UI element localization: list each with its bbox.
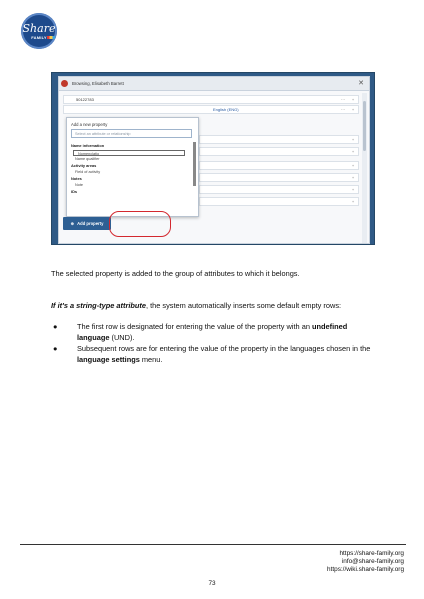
row-stub [199,173,359,182]
more-icon[interactable]: ··· [341,97,345,102]
embedded-screenshot [51,72,375,245]
attribute-list [71,143,192,195]
plus-icon[interactable]: + [351,107,355,112]
attribute-search-input[interactable]: Select an attribute or relationship [71,129,192,138]
property-row [63,105,359,114]
row-stub [199,161,359,170]
add-property-popup [66,117,199,217]
group-header: IDs [71,188,78,194]
plus-icon[interactable]: + [351,137,355,142]
bullet-icon: ● [53,322,58,331]
row-stub [199,135,359,144]
popup-heading: Add a new property [71,122,108,127]
page-number: 73 [208,580,216,587]
dialog [58,76,370,244]
footer-link-email[interactable]: info@share-family.org [341,558,404,565]
paragraph-1: The selected property is added to the group of attributes to which it belongs. [51,269,300,278]
footer-rule [20,544,406,545]
row-language[interactable]: English (ENG) [213,107,239,112]
plus-icon[interactable]: + [351,149,355,154]
record-icon [61,80,68,87]
list-item-nomenclatio[interactable]: Nomenclatio [73,150,185,157]
list-item-note[interactable]: Note [75,183,84,187]
close-icon[interactable]: ✕ [358,80,364,87]
plus-icon[interactable]: + [351,199,355,204]
plus-icon[interactable]: + [351,163,355,168]
add-property-button[interactable] [63,217,111,230]
highlight-circle [109,211,171,237]
group-header: Activity areas [71,162,97,168]
group-header: Notes [71,175,82,181]
logo-word: Share [22,22,56,35]
plus-circle-icon: ⊕ [70,221,75,226]
paragraph-2-rest: , the system automatically inserts some default empty rows: [145,301,342,310]
list-item-field-of-activity[interactable]: Field of activity [75,170,101,174]
plus-icon[interactable]: + [351,175,355,180]
share-family-logo [21,13,57,49]
more-icon[interactable]: ··· [341,107,345,112]
paragraph-2-lead: If it's a string-type attribute [51,301,146,310]
popup-scrollbar[interactable] [193,142,196,186]
row-stub [199,185,359,194]
plus-icon[interactable]: + [351,97,355,102]
property-row [63,95,359,104]
dialog-scrollbar[interactable] [362,93,367,243]
list-item-name-qualifier[interactable]: Name qualifier [75,157,100,161]
footer-link-website[interactable]: https://share-family.org [339,550,404,557]
row-value[interactable]: 50122783 [76,97,94,102]
row-stub [199,197,359,206]
logo-dots [47,36,55,39]
bullet-icon: ● [53,344,58,353]
scrollbar-thumb[interactable] [363,101,366,151]
bullet-item [53,344,375,365]
logo-sub: FAMILY [31,35,47,40]
bullet-text: The first row is designated for entering the value of the property with an undefined language (UND). [77,322,348,342]
dialog-title: Browsing, Elisabeth Barrett [72,81,124,86]
bullet-item [53,322,375,343]
dialog-titlebar [59,77,369,91]
paragraph-2 [51,301,381,312]
add-property-label: Add property [77,221,104,226]
plus-icon[interactable]: + [351,187,355,192]
bullet-text: Subsequent rows are for entering the value of the property in the languages chosen in the language settings menu. [77,344,371,364]
row-stub [199,147,359,156]
group-header: Name information [71,143,105,148]
footer-link-wiki[interactable]: https://wiki.share-family.org [327,566,404,573]
